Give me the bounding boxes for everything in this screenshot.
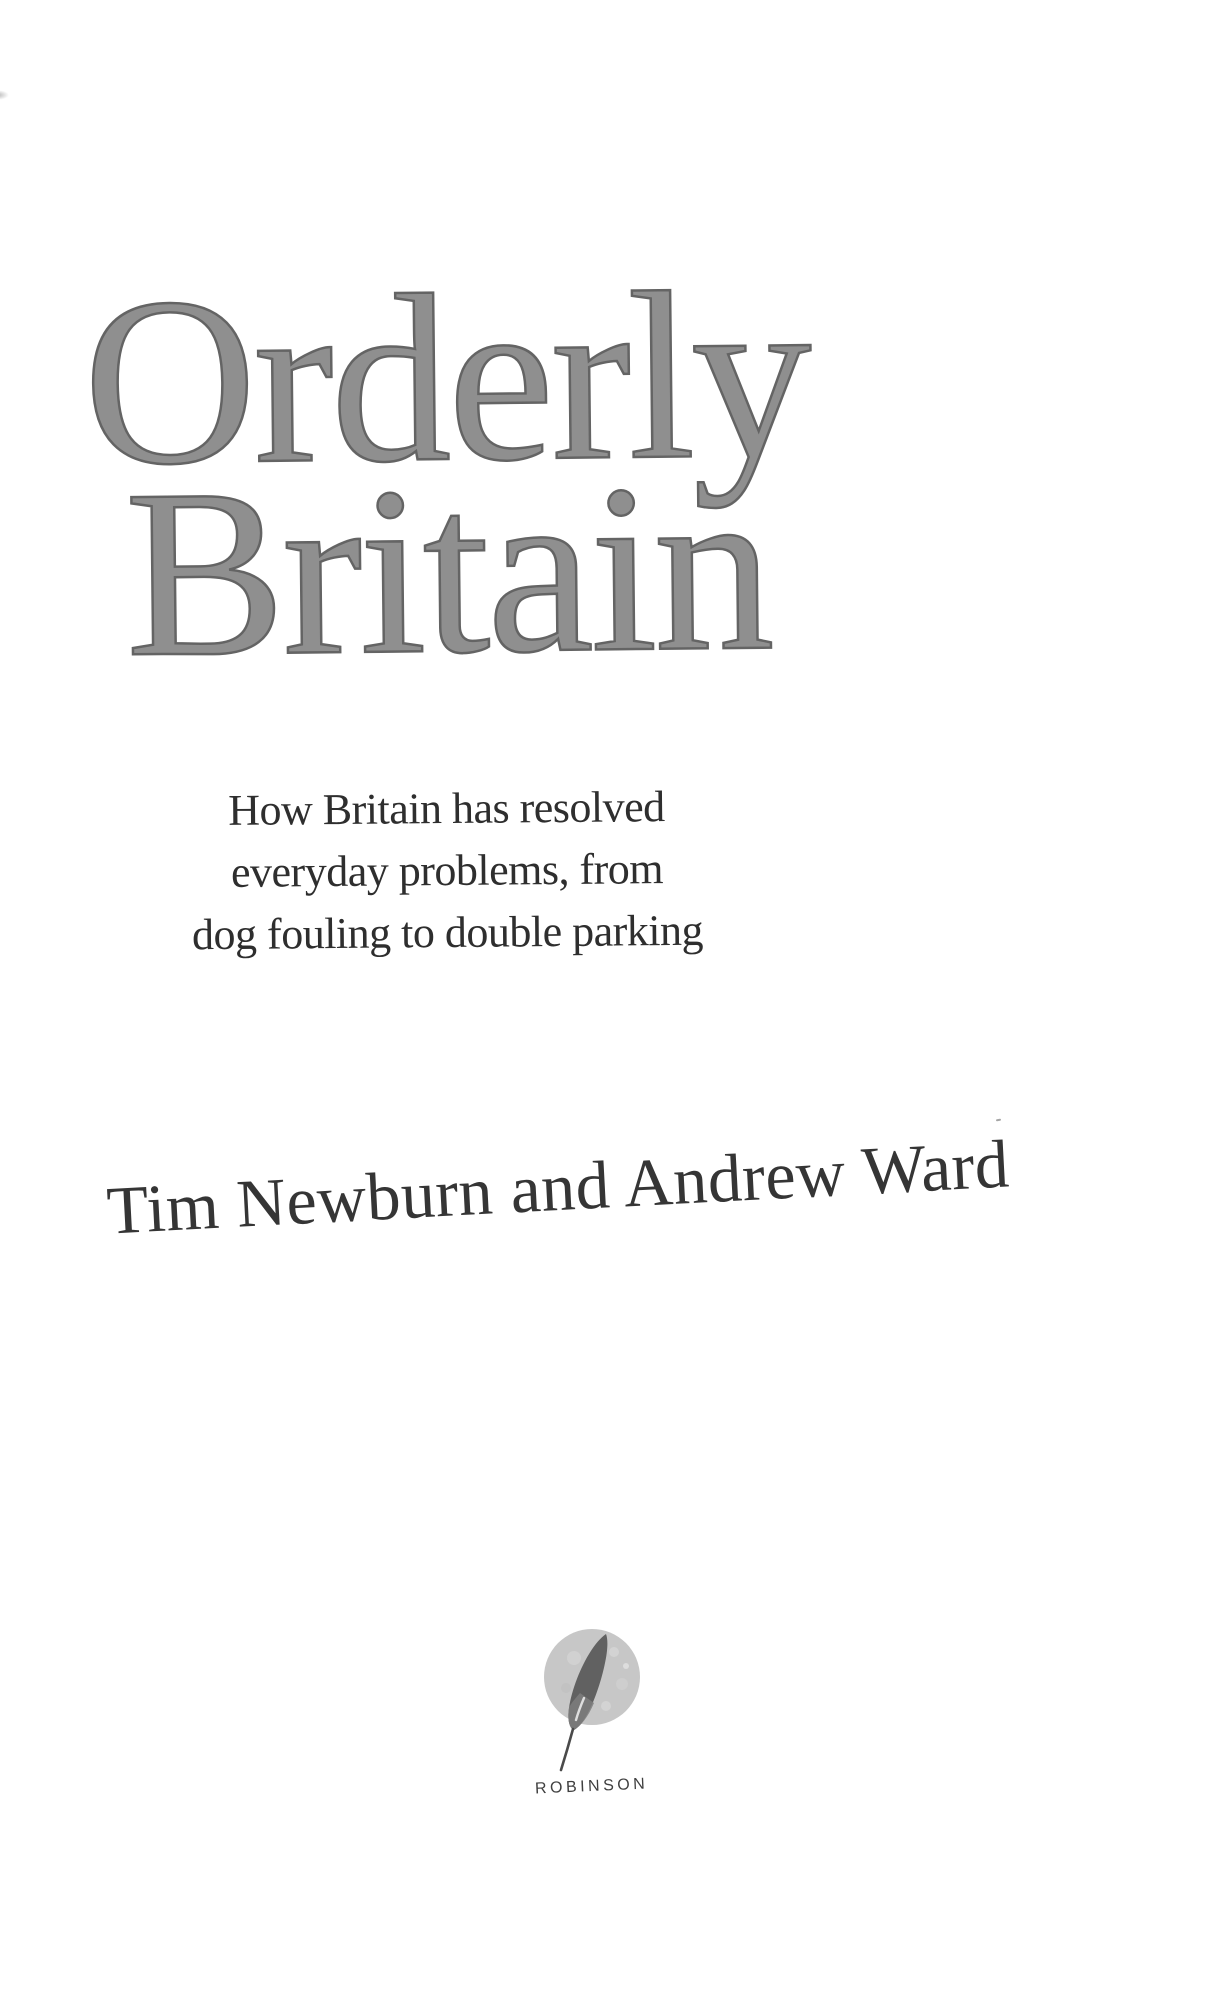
book-title-line1: Orderly [81,241,811,515]
author-line: Tim Newburn and Andrew Ward [104,1125,1011,1249]
subtitle-line2: everyday problems, from [230,844,664,897]
scan-artifact-speck [996,1119,1001,1122]
feather-quill-in-circle-icon [536,1626,648,1778]
book-title [0,241,896,707]
book-title-line2: Britain [123,433,773,707]
subtitle-line1: How Britain has resolved [228,782,665,835]
subtitle-line3: dog fouling to double parking [191,905,704,960]
publisher-name: ROBINSON [534,1775,649,1798]
publisher-logo [526,1626,658,1796]
scan-artifact-left-edge [0,90,9,100]
book-subtitle [0,774,895,968]
